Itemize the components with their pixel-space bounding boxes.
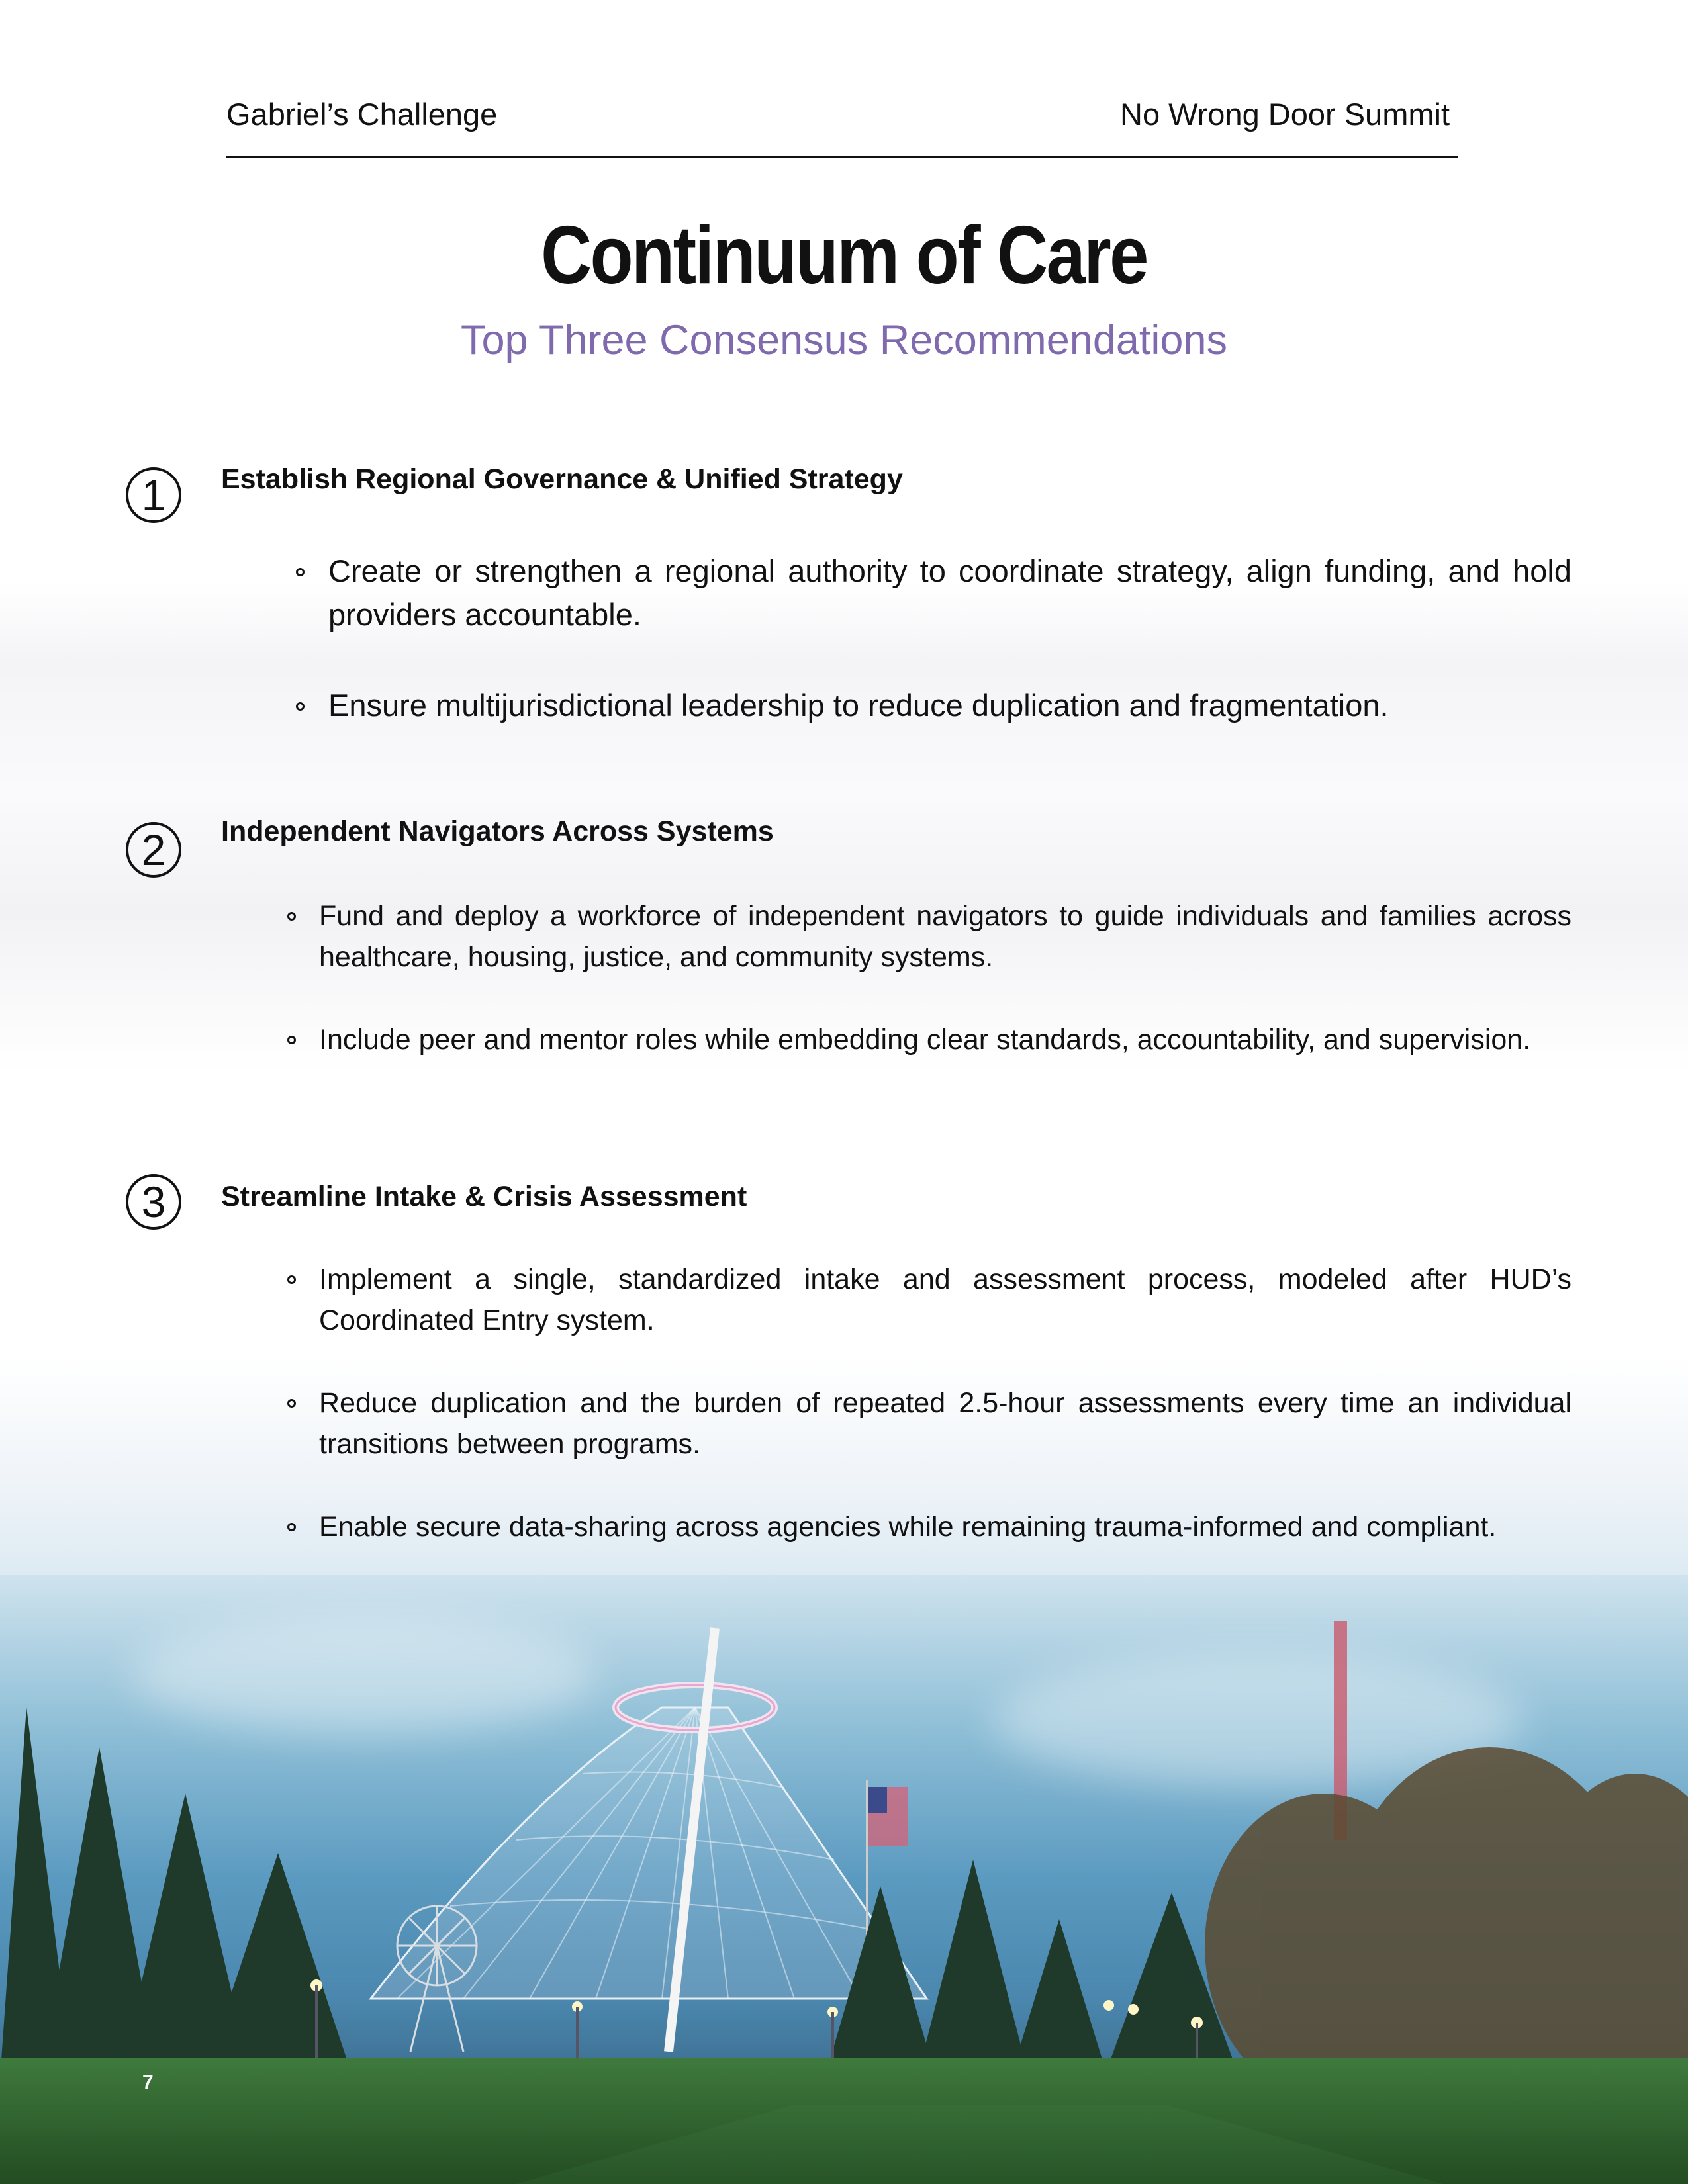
bullet-list [319,1259,1571,1589]
number-badge-text: 3 [141,1177,166,1226]
recommendation-title: Establish Regional Governance & Unified Strategy [221,463,903,495]
list-item [319,1259,1571,1341]
list-item [319,1383,1571,1465]
bullet-text: Enable secure data-sharing across agencies while remaining trauma-informed and compliant. [319,1511,1497,1543]
list-item [319,1506,1571,1547]
page-title: Continuum of Care [541,210,1147,301]
list-item [328,549,1571,637]
recommendation-title: Streamline Intake & Crisis Assessment [221,1181,747,1212]
list-item [319,1019,1571,1060]
bullet-circle-icon [287,912,296,921]
list-item [319,895,1571,978]
number-badge-text: 2 [141,825,166,874]
bullet-list [328,549,1571,774]
bullet-text: Include peer and mentor roles while embedding clear standards, accountability, and supervision. [319,1024,1531,1056]
number-badge [126,1174,181,1230]
bullet-text: Implement a single, standardized intake and assessment process, modeled after HUD’s Coordinated Entry system. [319,1263,1571,1336]
bullet-circle-icon [287,1399,296,1408]
bullet-circle-icon [296,702,305,711]
bullet-text: Fund and deploy a workforce of independent navigators to guide individuals and families across healthcare, housing, justice, and community systems. [319,900,1571,973]
bullet-circle-icon [296,568,305,576]
bullet-text: Create or strengthen a regional authority to coordinate strategy, align funding, and hold providers accountable. [328,553,1571,632]
page-number: 7 [142,2071,154,2093]
running-header [226,96,1458,158]
number-badge-text: 1 [141,471,166,520]
pavilion-icon [371,1628,927,2052]
park-photo [0,1575,1688,2184]
header-right-title: No Wrong Door Summit [1120,97,1450,132]
number-badge [126,467,181,523]
recommendation-title: Independent Navigators Across Systems [221,815,774,847]
bullet-circle-icon [287,1036,296,1044]
bullet-list [319,895,1571,1102]
page-subtitle: Top Three Consensus Recommendations [461,317,1227,363]
list-item [328,684,1571,727]
bullet-circle-icon [287,1523,296,1531]
bullet-text: Ensure multijurisdictional leadership to reduce duplication and fragmentation. [328,688,1389,723]
number-badge [126,822,181,878]
bullet-text: Reduce duplication and the burden of repeated 2.5-hour assessments every time an individual transitions between programs. [319,1387,1571,1460]
header-left-title: Gabriel’s Challenge [226,97,498,132]
bullet-circle-icon [287,1275,296,1284]
